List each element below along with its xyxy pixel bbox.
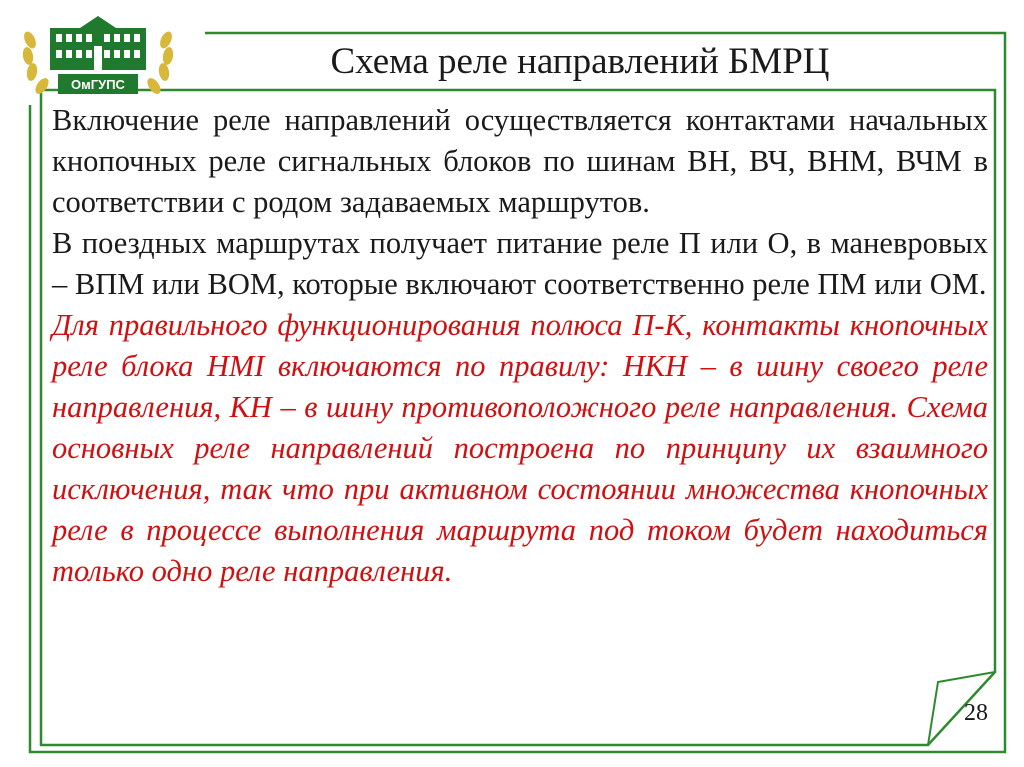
- page-number: 28: [964, 700, 988, 726]
- university-logo: [18, 10, 178, 110]
- logo-text: ОмГУПС: [71, 77, 125, 92]
- body-paragraph-1: Включение реле направлений осуществляется контактами начальных кнопочных реле сигнальных блоков по шинам ВН, ВЧ, ВНМ, ВЧМ в соответствии с родом задаваемых маршрутов.: [52, 103, 988, 219]
- slide-body: [52, 100, 988, 592]
- body-paragraph-2: В поездных маршрутах получает питание реле П или О, в маневровых – ВПМ или ВОМ, которые включают соответственно реле ПМ или ОМ.: [52, 226, 988, 301]
- building-icon: [50, 16, 146, 70]
- slide-title: Схема реле направлений БМРЦ: [330, 41, 830, 82]
- highlighted-note: Для правильного функционирования полюса П-К, контакты кнопочных реле блока НМІ включаются по правилу: НКН – в шину своего реле направления, КН – в шину противоположного реле направления. Схема основных реле направлений построена по принципу их взаимного исключения, так что при активном состоянии множества кнопочных реле в процессе выполнения маршрута под током будет находиться только одно реле направления.: [52, 308, 988, 588]
